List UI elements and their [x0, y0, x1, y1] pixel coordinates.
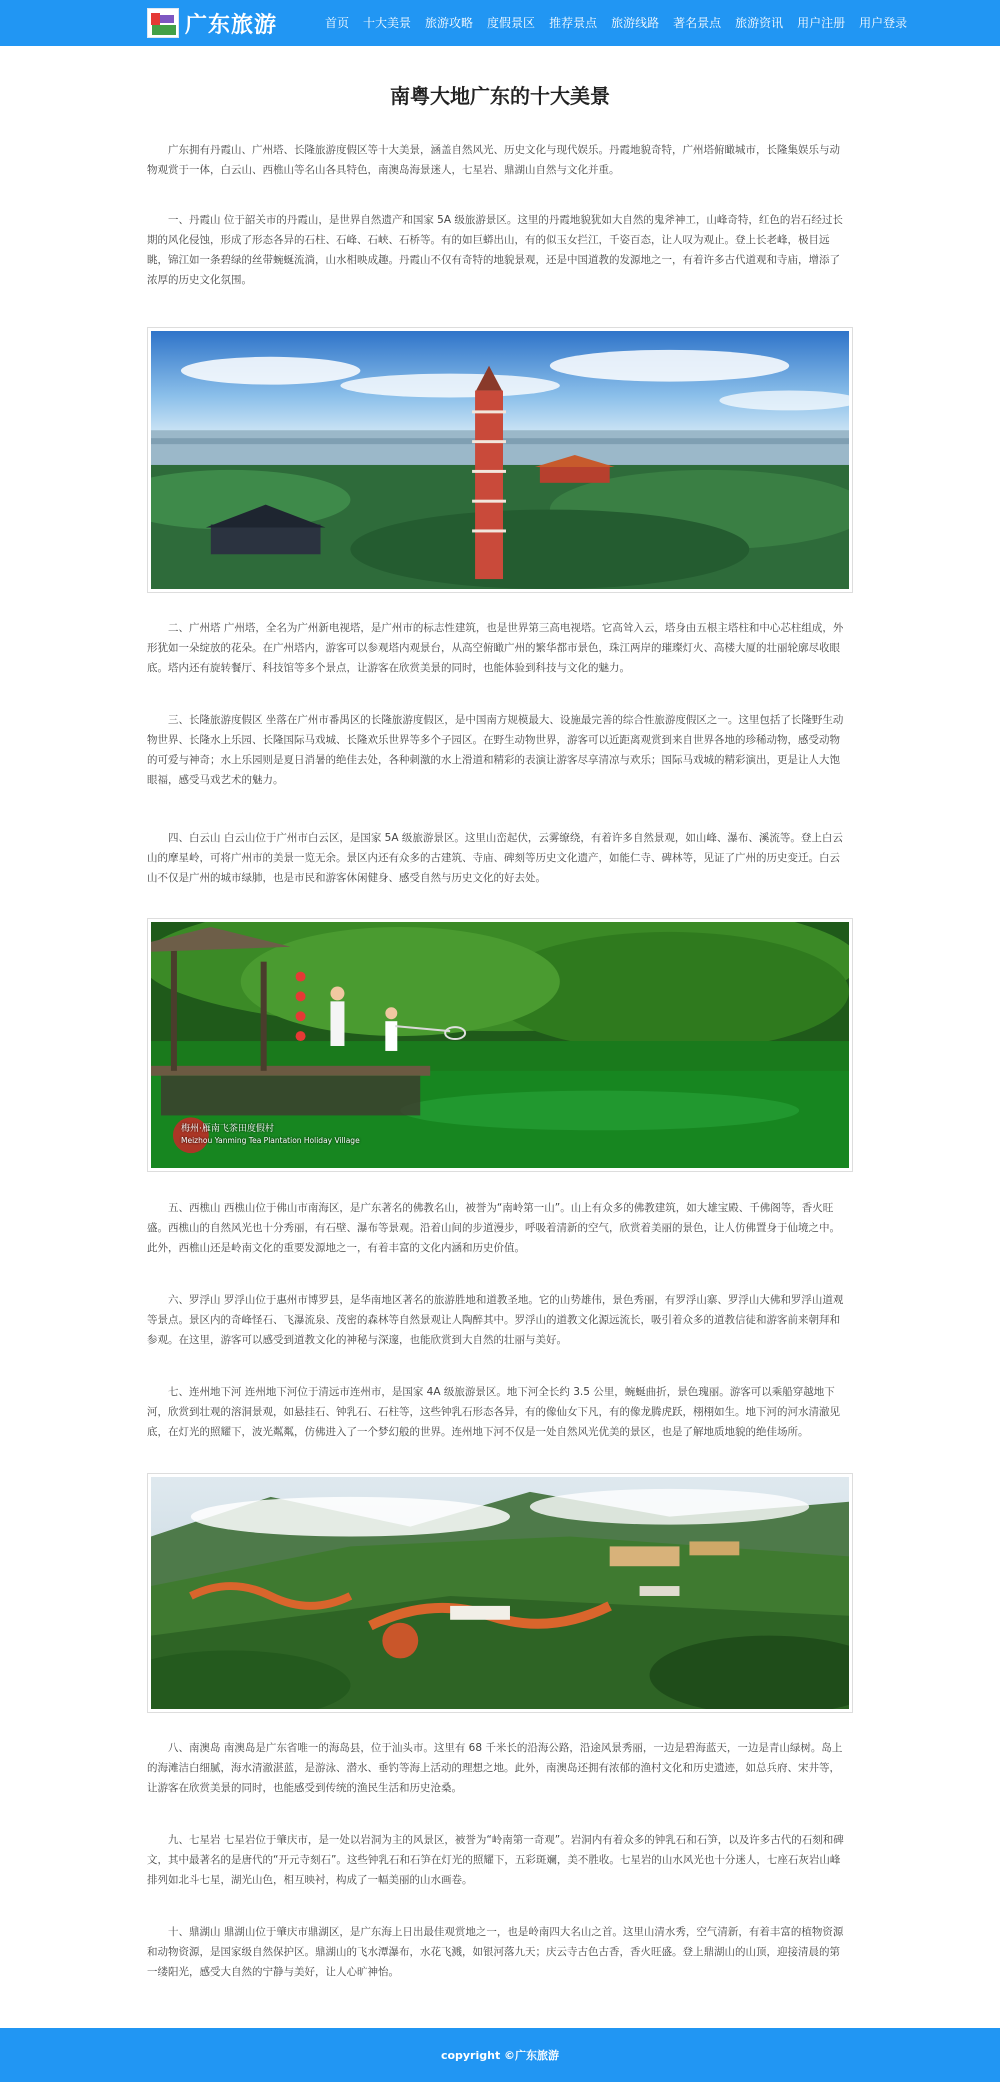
- article-paragraph-6: 六、罗浮山 罗浮山位于惠州市博罗县，是华南地区著名的旅游胜地和道教圣地。它的山势雄伟，景色秀丽，有罗浮山寨、罗浮山大佛和罗浮山道观等景点。景区内的奇峰怪石、飞瀑流泉、茂密的森林等自然景观让人陶醉其中。罗浮山的道教文化源远流长，吸引着众多的道教信徒和游客前来朝拜和参观。在这里，游客可以感受到道教文化的神秘与深邃，也能欣赏到大自然的壮丽与美好。: [147, 1294, 844, 1346]
- copyright-text: copyright ©广东旅游: [440, 2049, 560, 2062]
- nav-item-routes[interactable]: 旅游线路: [611, 16, 660, 30]
- article-paragraph-10: 十、鼎湖山 鼎湖山位于肇庆市鼎湖区，是广东海上日出最佳观赏地之一，也是岭南四大名山之首。这里山清水秀，空气清新，有着丰富的植物资源和动物资源，是国家级自然保护区。鼎湖山的飞水潭瀑布，水花飞溅，如银河落九天；庆云寺古色古香，香火旺盛。登上鼎湖山的山顶，迎接清晨的第一缕阳光，感受大自然的宁静与美好，让人心旷神怡。: [147, 1926, 844, 1978]
- pagoda-landscape-image: [151, 331, 849, 589]
- article-paragraph-7: 七、连州地下河 连州地下河位于清远市连州市，是国家 4A 级旅游景区。地下河全长约 3.5 公里，蜿蜒曲折，景色瑰丽。游客可以乘船穿越地下河，欣赏到壮观的溶洞景观，如悬挂石、钟乳石、石柱等，这些钟乳石形态各异，有的像仙女下凡，有的像龙腾虎跃，栩栩如生。地下河的河水清澈见底，在灯光的照耀下，波光粼粼，仿佛进入了一个梦幻般的世界。连州地下河不仅是一处自然风光优美的景区，也是了解地质地貌的绝佳场所。: [147, 1386, 840, 1438]
- nav-item-login[interactable]: 用户登录: [859, 16, 908, 30]
- page-footer: [0, 2028, 1000, 2082]
- article-paragraph-5: 五、西樵山 西樵山位于佛山市南海区，是广东著名的佛教名山，被誉为“南岭第一山”。山上有众多的佛教建筑，如大雄宝殿、千佛阁等，香火旺盛。西樵山的自然风光也十分秀丽，有石壁、瀑布等景观。沿着山间的步道漫步，呼吸着清新的空气，欣赏着美丽的景色，让人仿佛置身于仙境之中。此外，西樵山还是岭南文化的重要发源地之一，有着丰富的文化内涵和历史价值。: [147, 1202, 840, 1254]
- danxia-photo: [147, 327, 853, 593]
- article-paragraph-3: 三、长隆旅游度假区 坐落在广州市番禺区的长隆旅游度假区，是中国南方规模最大、设施最完善的综合性旅游度假区之一。这里包括了长隆野生动物世界、长隆水上乐园、长隆国际马戏城、长隆欢乐世界等多个子园区。在野生动物世界，游客可以近距离观赏到来自世界各地的珍稀动物，感受动物的可爱与神奇；水上乐园则是夏日消暑的绝佳去处，各种刺激的水上滑道和精彩的表演让游客尽享清凉与欢乐；国际马戏城的精彩演出，更是让人大饱眼福，感受马戏艺术的魅力。: [147, 714, 844, 786]
- nav-item-register[interactable]: 用户注册: [797, 16, 846, 30]
- site-logo[interactable]: [147, 6, 277, 40]
- nav-item-recommended[interactable]: 推荐景点: [549, 16, 598, 30]
- mountain-resort-image: [151, 1477, 849, 1709]
- mountain-resort-photo: [147, 1473, 853, 1713]
- nav-item-resorts[interactable]: 度假景区: [487, 16, 536, 30]
- logo-text: 广东旅游: [185, 11, 278, 38]
- page-title: 南粤大地广东的十大美景: [390, 84, 610, 108]
- article-paragraph-8: 八、南澳岛 南澳岛是广东省唯一的海岛县，位于汕头市。这里有 68 千米长的沿海公路，沿途风景秀丽，一边是碧海蓝天，一边是青山绿树。岛上的海滩洁白细腻，海水清澈湛蓝，是游泳、潜水、垂钓等海上活动的理想之地。此外，南澳岛还拥有浓郁的渔村文化和历史遗迹，如总兵府、宋井等，让游客在欣赏美景的同时，也能感受到传统的渔民生活和历史沧桑。: [147, 1742, 843, 1794]
- article-paragraph-9: 九、七星岩 七星岩位于肇庆市，是一处以岩洞为主的风景区，被誉为“岭南第一奇观”。岩洞内有着众多的钟乳石和石笋，以及许多古代的石刻和碑文，其中最著名的是唐代的“开元寺刻石”。这些钟乳石和石笋在灯光的照耀下，五彩斑斓，美不胜收。七星岩的山水风光也十分迷人，七座石灰岩山峰排列如北斗七星，湖光山色，相互映衬，构成了一幅美丽的山水画卷。: [147, 1834, 844, 1886]
- photo-caption: [181, 1124, 360, 1146]
- nav-item-news[interactable]: 旅游资讯: [735, 16, 784, 30]
- nav-item-top-ten[interactable]: 十大美景: [363, 16, 412, 30]
- nav-item-home[interactable]: 首页: [325, 16, 350, 30]
- logo-icon: [147, 8, 179, 38]
- article-paragraph-2: 二、广州塔 广州塔，全名为广州新电视塔，是广州市的标志性建筑，也是世界第三高电视塔。它高耸入云，塔身由五根主塔柱和中心芯柱组成，外形犹如一朵绽放的花朵。在广州塔内，游客可以参观塔内观景台，从高空俯瞰广州的繁华都市景色，珠江两岸的璀璨灯火、高楼大厦的壮丽轮廓尽收眼底。塔内还有旋转餐厅、科技馆等多个景点，让游客在欣赏美景的同时，也能体验到科技与文化的魅力。: [147, 622, 844, 674]
- article-paragraph-1: 一、丹霞山 位于韶关市的丹霞山，是世界自然遗产和国家 5A 级旅游景区。这里的丹霞地貌犹如大自然的鬼斧神工，山峰奇特，红色的岩石经过长期的风化侵蚀，形成了形态各异的石柱、石峰、石峡、石桥等。有的如巨蟒出山，有的似玉女拦江，千姿百态，让人叹为观止。登上长老峰，极目远眺，锦江如一条碧绿的丝带蜿蜒流淌，山水相映成趣。丹霞山不仅有奇特的地貌景观，还是中国道教的发源地之一，有着许多古代道观和寺庙，增添了浓厚的历史文化氛围。: [147, 214, 843, 286]
- article-paragraph-4: 四、白云山 白云山位于广州市白云区，是国家 5A 级旅游景区。这里山峦起伏，云雾缭绕，有着许多自然景观，如山峰、瀑布、溪流等。登上白云山的摩星岭，可将广州市的美景一览无余。景区内还有众多的古建筑、寺庙、碑刻等历史文化遗产，如能仁寺、碑林等，见证了广州的历史变迁。白云山不仅是广州的城市绿肺，也是市民和游客休闲健身、感受自然与历史文化的好去处。: [147, 832, 843, 884]
- tea-plantation-photo: [147, 918, 853, 1172]
- nav-item-famous-spots[interactable]: 著名景点: [673, 16, 722, 30]
- caption-english: Meizhou Yanming Tea Plantation Holiday Village: [181, 1136, 360, 1145]
- article-intro: 广东拥有丹霞山、广州塔、长隆旅游度假区等十大美景，涵盖自然风光、历史文化与现代娱乐。丹霞地貌奇特，广州塔俯瞰城市，长隆集娱乐与动物观赏于一体，白云山、西樵山等名山各具特色，南澳岛海景迷人，七星岩、鼎湖山自然与文化并重。: [147, 144, 840, 176]
- top-navigation-bar: [0, 0, 1000, 46]
- caption-chinese: 梅州·雁南飞茶田度假村: [181, 1124, 274, 1134]
- main-nav: [318, 0, 914, 46]
- nav-item-guides[interactable]: 旅游攻略: [425, 16, 474, 30]
